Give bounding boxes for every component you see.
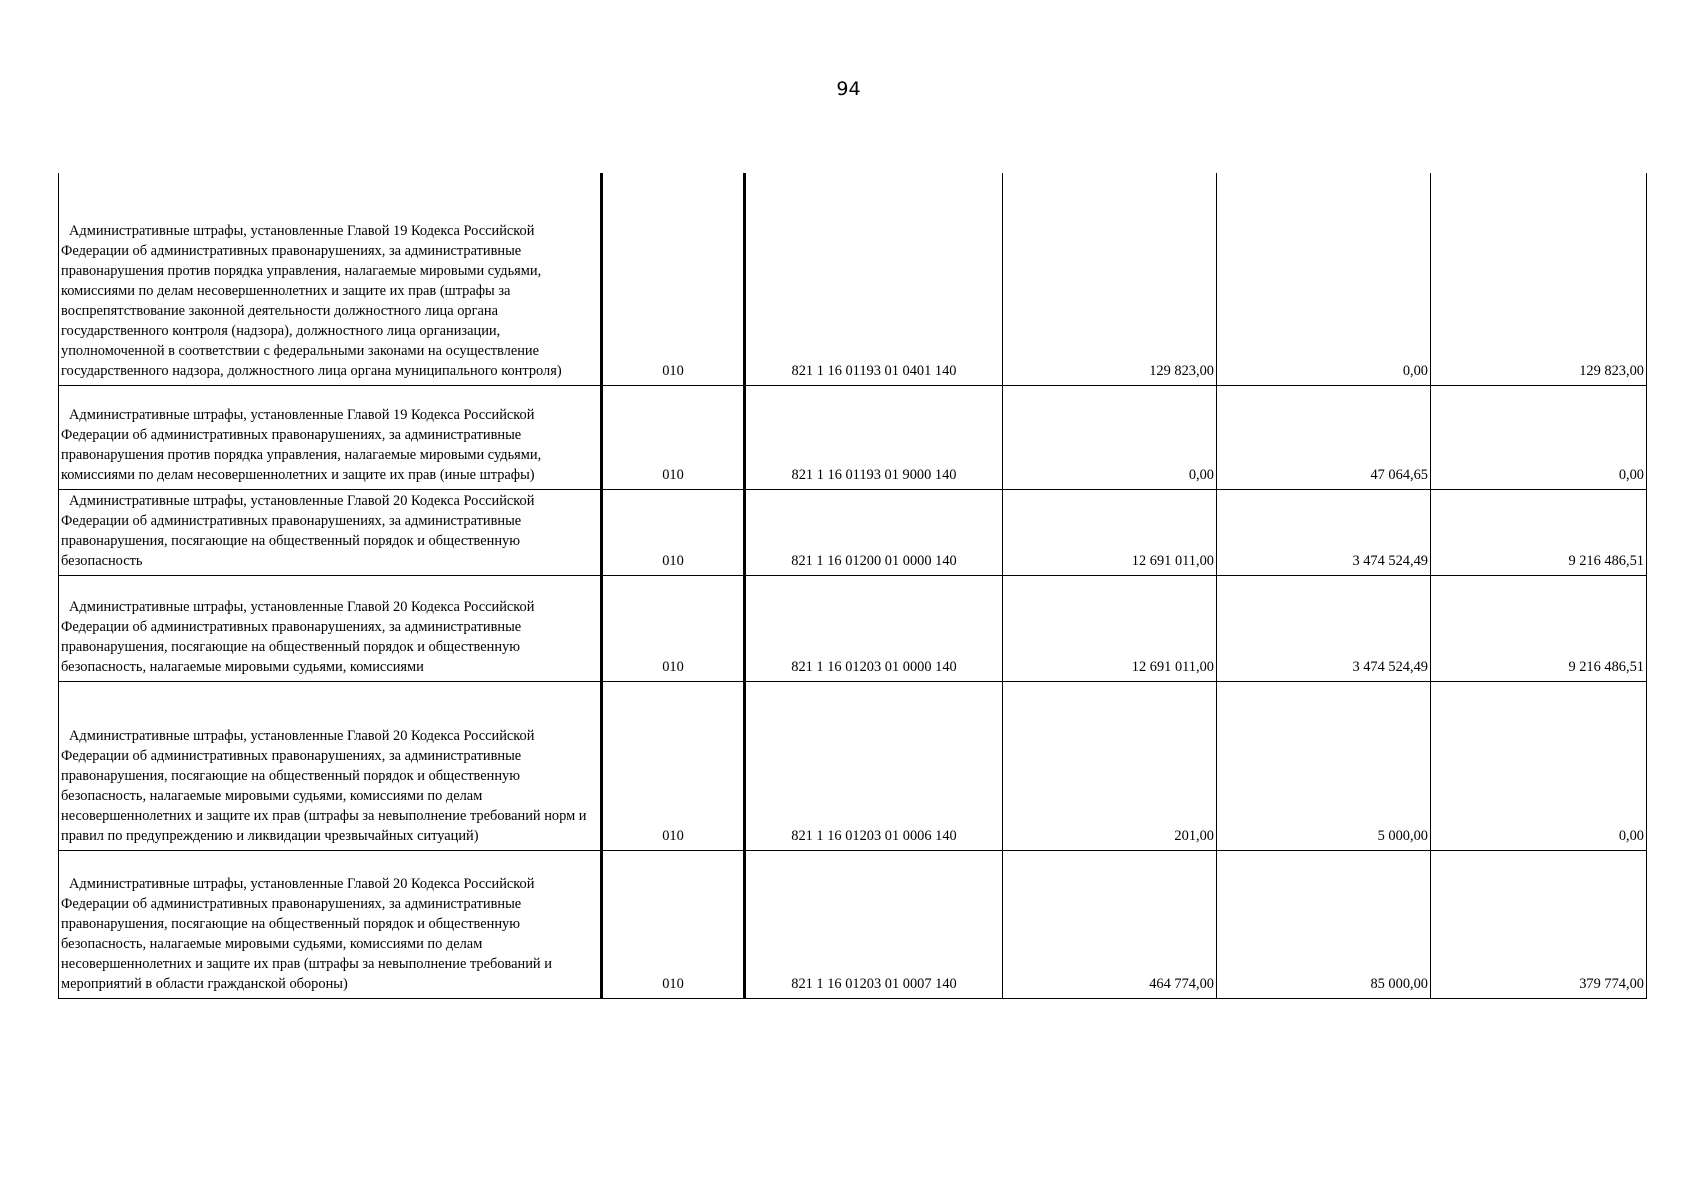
budget-classification-code: 821 1 16 01193 01 9000 140: [745, 385, 1003, 489]
table-row: [59, 850, 1647, 998]
line-code: 010: [602, 173, 745, 385]
approved-amount: 0,00: [1003, 385, 1217, 489]
row-description: Административные штрафы, установленные Главой 20 Кодекса Российской Федерации об административных правонарушениях, за административные правонарушения, посягающие на общественный порядок и общественную безопасность, налагаемые мировыми судьями, комиссиями по делам несовершеннолетних и защите их прав (штрафы за невыполнение требований норм и правил по предупреждению и ликвидации чрезвычайных ситуаций): [59, 681, 602, 850]
budget-classification-code: 821 1 16 01203 01 0000 140: [745, 575, 1003, 681]
budget-classification-code: 821 1 16 01193 01 0401 140: [745, 173, 1003, 385]
executed-amount: 47 064,65: [1217, 385, 1431, 489]
unexecuted-amount: 379 774,00: [1431, 850, 1647, 998]
unexecuted-amount: 9 216 486,51: [1431, 575, 1647, 681]
budget-classification-code: 821 1 16 01200 01 0000 140: [745, 489, 1003, 575]
approved-amount: 464 774,00: [1003, 850, 1217, 998]
approved-amount: 129 823,00: [1003, 173, 1217, 385]
budget-classification-code: 821 1 16 01203 01 0006 140: [745, 681, 1003, 850]
line-code: 010: [602, 681, 745, 850]
row-description: Административные штрафы, установленные Главой 20 Кодекса Российской Федерации об административных правонарушениях, за административные правонарушения, посягающие на общественный порядок и общественную безопасность, налагаемые мировыми судьями, комиссиями: [59, 575, 602, 681]
table-row: [59, 489, 1647, 575]
executed-amount: 85 000,00: [1217, 850, 1431, 998]
unexecuted-amount: 129 823,00: [1431, 173, 1647, 385]
line-code: 010: [602, 850, 745, 998]
executed-amount: 5 000,00: [1217, 681, 1431, 850]
executed-amount: 0,00: [1217, 173, 1431, 385]
line-code: 010: [602, 385, 745, 489]
row-description: Административные штрафы, установленные Главой 19 Кодекса Российской Федерации об административных правонарушениях, за административные правонарушения против порядка управления, налагаемые мировыми судьями, комиссиями по делам несовершеннолетних и защите их прав (штрафы за воспрепятствование законной деятельности должностного лица органа государственного контроля (надзора), должностного лица организации, уполномоченной в соответствии с федеральными законами на осуществление государственного надзора, должностного лица органа муниципального контроля): [59, 173, 602, 385]
row-description: Административные штрафы, установленные Главой 19 Кодекса Российской Федерации об административных правонарушениях, за административные правонарушения против порядка управления, налагаемые мировыми судьями, комиссиями по делам несовершеннолетних и защите их прав (иные штрафы): [59, 385, 602, 489]
page-number: 94: [836, 78, 861, 100]
executed-amount: 3 474 524,49: [1217, 575, 1431, 681]
unexecuted-amount: 9 216 486,51: [1431, 489, 1647, 575]
row-description: Административные штрафы, установленные Главой 20 Кодекса Российской Федерации об административных правонарушениях, за административные правонарушения, посягающие на общественный порядок и общественную безопасность: [59, 489, 602, 575]
budget-table: [58, 173, 1647, 999]
executed-amount: 3 474 524,49: [1217, 489, 1431, 575]
table-row: [59, 575, 1647, 681]
unexecuted-amount: 0,00: [1431, 681, 1647, 850]
line-code: 010: [602, 489, 745, 575]
approved-amount: 12 691 011,00: [1003, 489, 1217, 575]
table-row: [59, 173, 1647, 385]
budget-classification-code: 821 1 16 01203 01 0007 140: [745, 850, 1003, 998]
approved-amount: 201,00: [1003, 681, 1217, 850]
unexecuted-amount: 0,00: [1431, 385, 1647, 489]
table-row: [59, 385, 1647, 489]
approved-amount: 12 691 011,00: [1003, 575, 1217, 681]
line-code: 010: [602, 575, 745, 681]
table-row: [59, 681, 1647, 850]
row-description: Административные штрафы, установленные Главой 20 Кодекса Российской Федерации об административных правонарушениях, за административные правонарушения, посягающие на общественный порядок и общественную безопасность, налагаемые мировыми судьями, комиссиями по делам несовершеннолетних и защите их прав (штрафы за невыполнение требований и мероприятий в области гражданской обороны): [59, 850, 602, 998]
